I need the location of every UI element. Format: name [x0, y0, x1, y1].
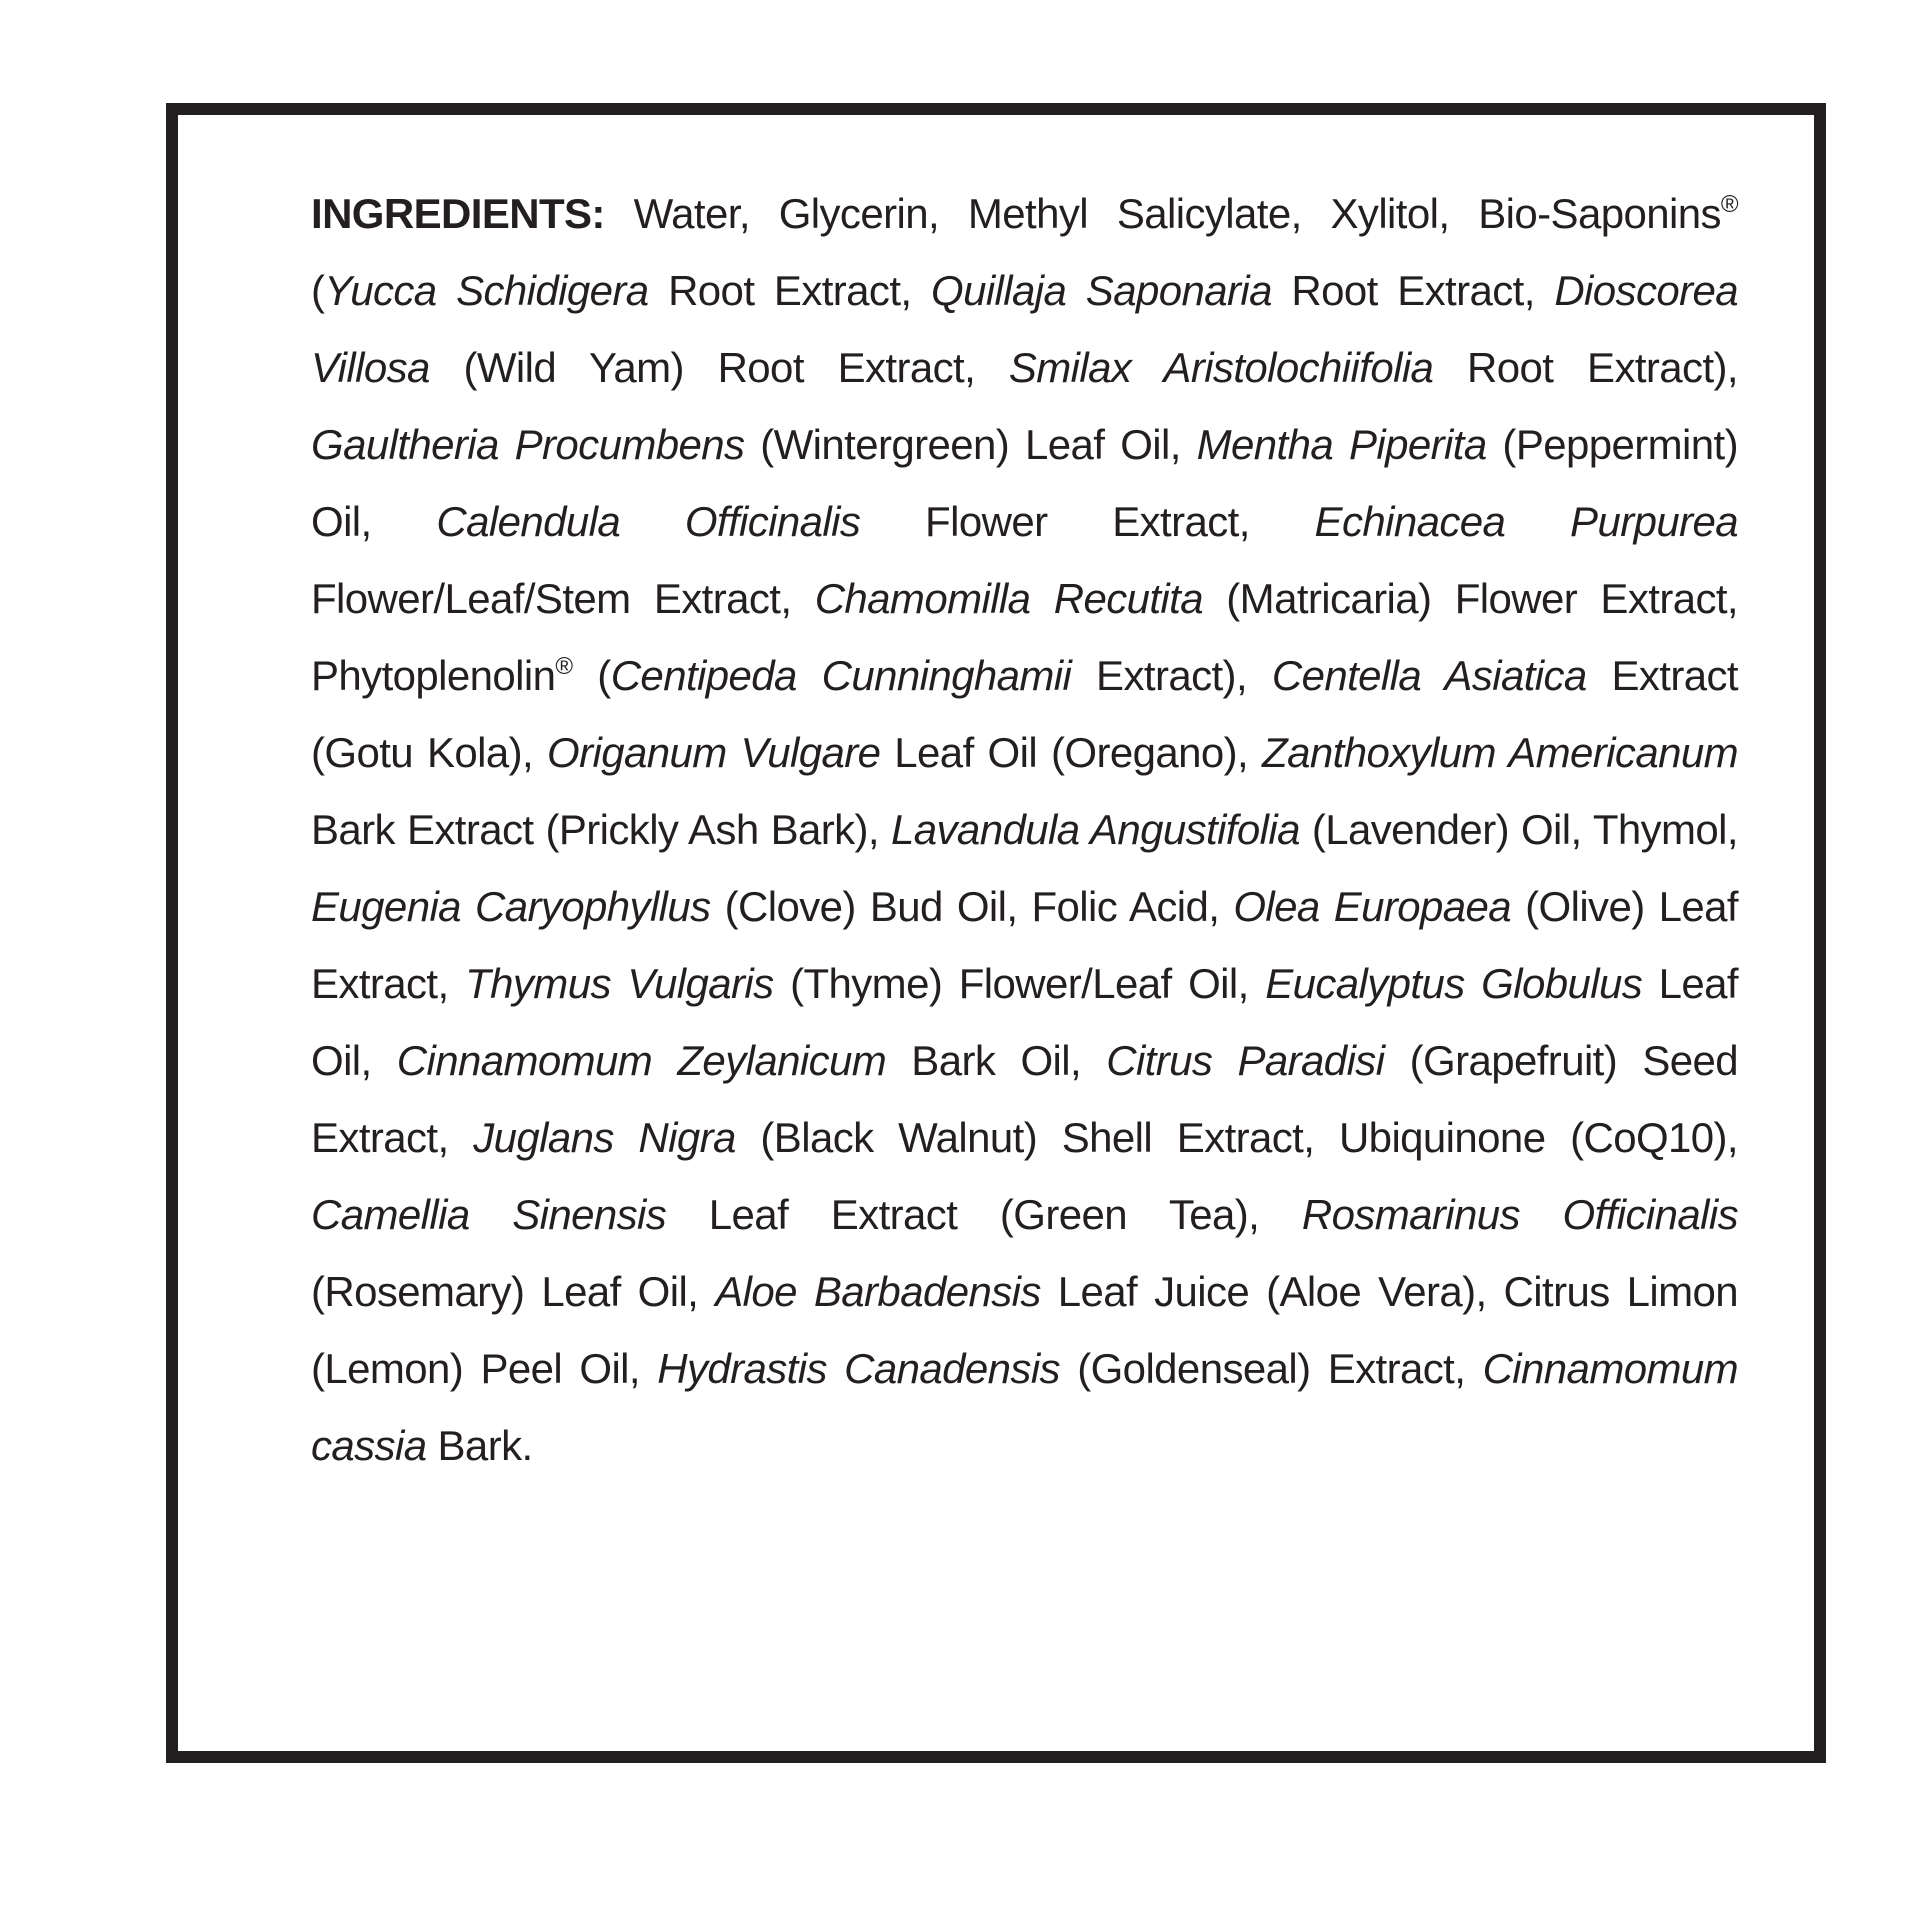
botanical-name: Thymus Vulgaris — [465, 960, 774, 1007]
ingredient-text: Root Extract, — [1271, 267, 1555, 314]
ingredient-text: Extract), — [1071, 652, 1272, 699]
botanical-name: Olea Europaea — [1233, 883, 1512, 930]
ingredients-text — [311, 175, 1738, 1484]
ingredient-text: (Olive) Leaf Extract, — [311, 883, 1739, 1007]
botanical-name: Camellia Sinensis — [311, 1191, 667, 1238]
botanical-name: Calendula Officinalis — [436, 498, 861, 545]
botanical-name: Eucalyptus Globulus — [1265, 960, 1643, 1007]
botanical-name: Quillaja Saponaria — [931, 267, 1272, 314]
ingredient-text: Bark Oil, — [886, 1037, 1107, 1084]
registered-mark: ® — [1720, 191, 1738, 218]
botanical-name: Dioscorea Villosa — [311, 267, 1739, 391]
botanical-name: Lavandula Angustifolia — [891, 806, 1300, 853]
ingredients-list — [311, 190, 1738, 1469]
ingredient-text: Bark Extract (Prickly Ash Bark), — [311, 806, 892, 853]
botanical-name: Rosmarinus Officinalis — [1301, 1191, 1738, 1238]
botanical-name: Centella Asiatica — [1271, 652, 1587, 699]
ingredient-text: (Lavender) Oil, Thymol, — [1299, 806, 1738, 853]
ingredient-text: ( — [572, 652, 611, 699]
ingredients-heading: INGREDIENTS: — [311, 190, 605, 237]
botanical-name: Mentha Piperita — [1196, 421, 1487, 468]
botanical-name: Gaultheria Procumbens — [311, 421, 745, 468]
ingredient-text: (Goldenseal) Extract, — [1059, 1345, 1483, 1392]
botanical-name: Cinnamomum cassia — [311, 1345, 1738, 1469]
ingredient-text: Leaf Oil (Oregano), — [880, 729, 1263, 776]
ingredient-text: (Grapefruit) Seed Extract, — [311, 1037, 1739, 1161]
botanical-name: Hydrastis Canadensis — [657, 1345, 1060, 1392]
botanical-name: Aloe Barbadensis — [715, 1268, 1041, 1315]
registered-mark: ® — [555, 653, 573, 680]
botanical-name: Centipeda Cunninghamii — [610, 652, 1072, 699]
botanical-name: Citrus Paradisi — [1106, 1037, 1385, 1084]
botanical-name: Yucca Schidigera — [324, 267, 649, 314]
ingredient-text: (Wintergreen) Leaf Oil, — [744, 421, 1197, 468]
botanical-name: Smilax Aristolochiifolia — [1008, 344, 1434, 391]
ingredient-text: (Thyme) Flower/Leaf Oil, — [773, 960, 1266, 1007]
botanical-name: Chamomilla Recutita — [814, 575, 1203, 622]
ingredient-text: Leaf Extract (Green Tea), — [666, 1191, 1302, 1238]
botanical-name: Cinnamomum Zeylanicum — [396, 1037, 887, 1084]
ingredient-text: (Rosemary) Leaf Oil, — [311, 1268, 716, 1315]
ingredient-text: Root Extract, — [648, 267, 931, 314]
ingredient-text: (Clove) Bud Oil, Folic Acid, — [710, 883, 1234, 930]
botanical-name: Origanum Vulgare — [547, 729, 881, 776]
ingredient-text: Flower/Leaf/Stem Extract, — [311, 575, 815, 622]
ingredients-label-box — [166, 103, 1826, 1763]
ingredient-text: Extract (Gotu Kola), — [311, 652, 1738, 776]
ingredient-text: (Black Walnut) Shell Extract, Ubiquinone (CoQ10), — [735, 1114, 1739, 1161]
ingredient-text: Bark. — [426, 1422, 533, 1469]
ingredient-text: (Peppermint) Oil, — [311, 421, 1738, 545]
botanical-name: Zanthoxylum Americanum — [1262, 729, 1738, 776]
ingredient-text: (Wild Yam) Root Extract, — [429, 344, 1009, 391]
ingredient-text: Leaf Oil, — [311, 960, 1739, 1084]
ingredient-text: ( — [311, 267, 325, 314]
botanical-name: Echinacea Purpurea — [1314, 498, 1739, 545]
ingredient-text: Flower Extract, — [860, 498, 1315, 545]
ingredient-text: Leaf Juice (Aloe Vera), Citrus Limon (Lemon) Peel Oil, — [311, 1268, 1738, 1392]
ingredient-text: Root Extract), — [1433, 344, 1738, 391]
ingredient-text: Water, Glycerin, Methyl Salicylate, Xylitol, Bio-Saponins — [604, 190, 1721, 237]
botanical-name: Eugenia Caryophyllus — [311, 883, 711, 930]
ingredient-text: (Matricaria) Flower Extract, Phytoplenolin — [311, 575, 1739, 699]
botanical-name: Juglans Nigra — [473, 1114, 736, 1161]
